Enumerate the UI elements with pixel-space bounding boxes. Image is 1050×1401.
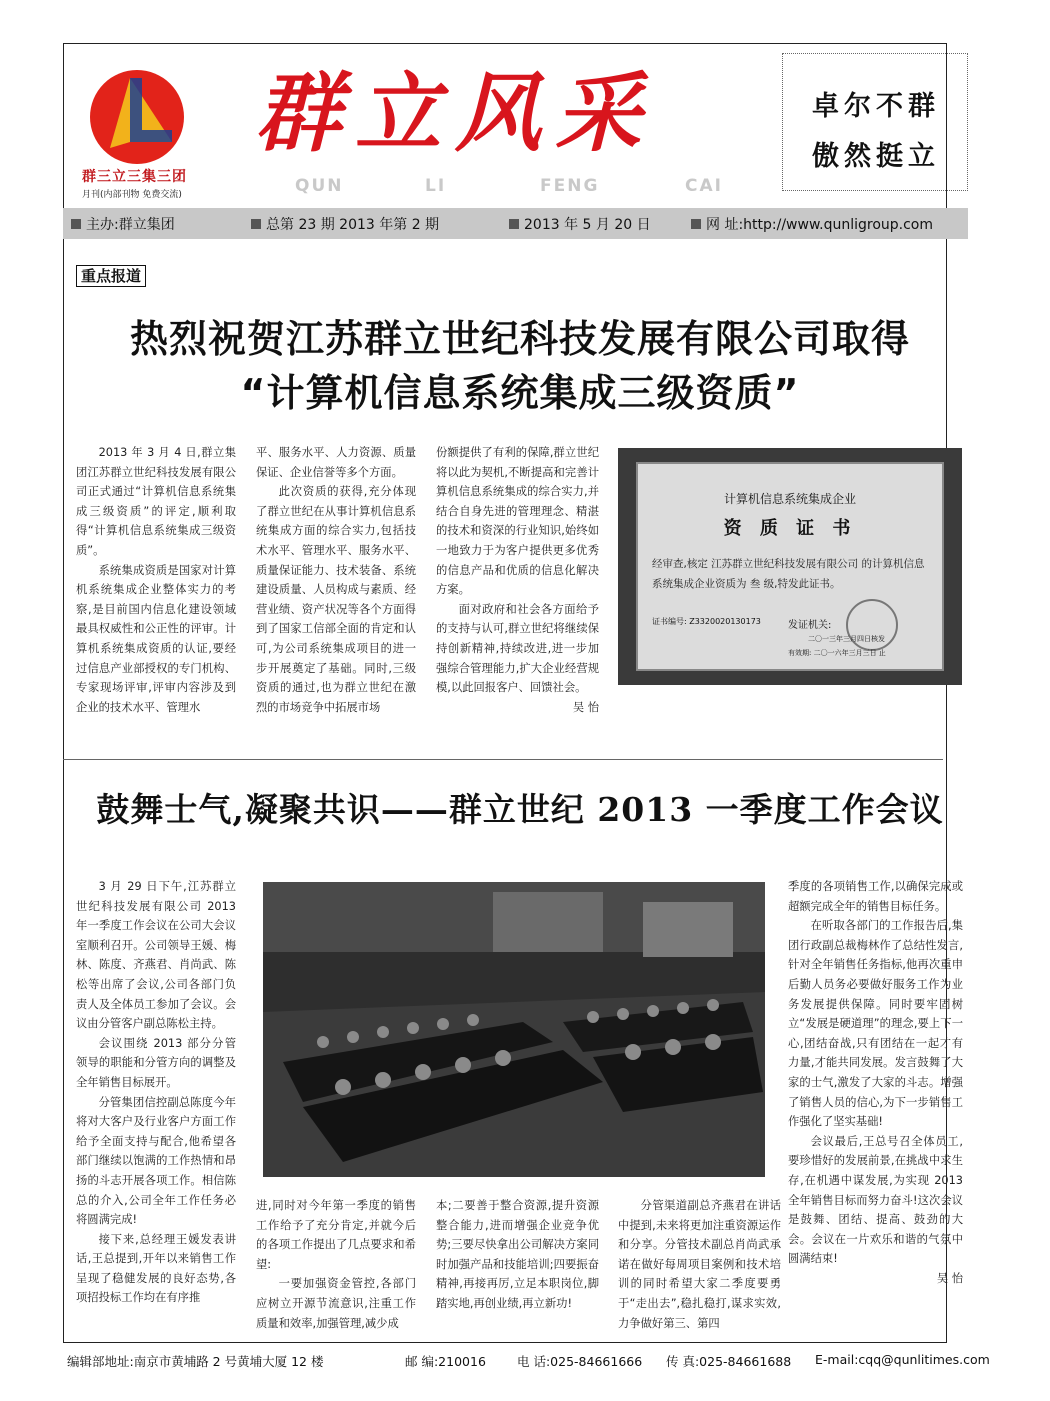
certificate-issue-date: 二〇一三年三月四日核发 — [808, 635, 885, 643]
paragraph: 会议最后,王总号召全体员工,要珍惜好的发展前景,在挑战中求生存,在机遇中谋发展,为实现 2013 全年销售目标而努力奋斗!这次会议是鼓舞、团结、提高、鼓劲的大会。会议在一片欢乐和谐的气氛中圆满结束! — [788, 1134, 963, 1266]
headline-line: 热烈祝贺江苏群立世纪科技发展有限公司取得 — [129, 317, 910, 361]
section-tag: 重点报道 — [76, 265, 146, 287]
meeting-photo-image — [263, 882, 765, 1177]
square-bullet-icon — [71, 219, 81, 229]
square-bullet-icon — [509, 219, 519, 229]
certificate-number: 证书编号: Z3320020130173 — [652, 617, 761, 626]
certificate-sheet — [636, 462, 944, 671]
certificate-photo — [618, 448, 962, 685]
info-issue-text: 总第 23 期 2013 年第 2 期 — [266, 217, 440, 233]
footer-email[interactable]: E-mail:cqq@qunlitimes.com — [815, 1352, 990, 1367]
footer — [63, 1352, 990, 1374]
article2-column-3 — [436, 1196, 599, 1314]
pinyin-word: QUN — [295, 176, 344, 196]
certificate-header: 计算机信息系统集成企业 — [723, 492, 856, 506]
info-date — [509, 214, 651, 234]
footer-postcode: 邮 编:210016 — [405, 1354, 486, 1369]
article2-author: 吴 怡 — [936, 1271, 963, 1285]
paragraph: 分管集团信控副总陈度今年将对大客户及行业客户方面工作给予全面支持与配合,他希望各部门继续以饱满的工作热情和昂扬的斗志开展各项工作。相信陈总的介入,公司全年工作任务必将圆满完成! — [76, 1095, 236, 1227]
pinyin-word: CAI — [685, 176, 723, 196]
info-host-text: 主办:群立集团 — [86, 217, 175, 233]
info-bar — [63, 208, 968, 239]
masthead-title: 群立风采 — [255, 63, 655, 164]
certificate-title: 资 质 证 书 — [723, 518, 857, 539]
footer-fax: 传 真:025-84661688 — [666, 1354, 792, 1369]
article2-column-1 — [76, 877, 236, 1308]
info-host — [71, 214, 175, 234]
pinyin-word: LI — [425, 176, 447, 196]
slogan-line: 卓尔不群 — [812, 91, 940, 122]
paragraph: 份额提供了有利的保障,群立世纪将以此为契机,不断提高和完善计算机信息系统集成的综合实力,并结合自身先进的管理理念、精湛的技术和资深的行业知识,始终如一地致力于为客户提供更多优秀的信息产品和优质的信息化解决方案。 — [436, 446, 599, 597]
paragraph: 系统集成资质是国家对计算机系统集成企业整体实力的考察,是目前国内信息化建设领域最具权威性和公正性的评审。计算机系统集成资质的认证,要经过信息产业部授权的专门机构、专家现场评审,评审内容涉及到企业的技术水平、管理水 — [76, 563, 236, 714]
article1-column-3 — [436, 443, 599, 717]
paragraph: 3 月 29 日下午,江苏群立世纪科技发展有限公司 2013 年一季度工作会议在公司大会议室顺利召开。公司领导王媛、梅林、陈度、齐燕君、肖尚武、陈松等出席了会议,公司各部门负责人及全体员工参加了会议。会议由分管客户副总陈松主持。 — [76, 880, 236, 1031]
section-divider — [63, 759, 943, 760]
group-logo — [90, 70, 184, 164]
paragraph: 一要加强资金管控,各部门应树立开源节流意识,注重工作质量和效率,加强管理,减少成 — [256, 1277, 416, 1330]
paragraph: 面对政府和社会各方面给予的支持与认可,群立世纪将继续保持创新精神,持续改进,进一步加强综合管理能力,扩大企业经营规模,以此回报客户、回馈社会。 — [436, 602, 599, 695]
slogan-box — [782, 53, 968, 191]
paragraph: 会议围绕 2013 部分分管领导的职能和分管方向的调整及全年销售目标展开。 — [76, 1036, 236, 1089]
logo-triangle-icon — [90, 70, 184, 164]
article2-column-5 — [788, 877, 963, 1288]
pinyin-word: FENG — [540, 176, 600, 196]
slogan-line: 傲然挺立 — [812, 141, 940, 172]
article1-column-1 — [76, 443, 236, 717]
certificate-issuer: 发证机关: — [788, 620, 832, 631]
article2-column-2 — [256, 1196, 416, 1333]
article2-headline: 鼓舞士气,凝聚共识——群立世纪 2013 一季度工作会议 — [96, 790, 944, 829]
info-website-text[interactable]: 网 址:http://www.qunligroup.com — [706, 217, 933, 233]
paragraph: 本;二要善于整合资源,提升资源整合能力,进而增强企业竞争优势;三要尽快拿出公司解决方案同时加强产品和技能培训;四要振奋精神,再接再厉,立足本职岗位,脚踏实地,再创业绩,再立新功! — [436, 1199, 599, 1310]
certificate-valid-date: 有效期: 二〇一六年三月三日 止 — [788, 649, 886, 657]
info-issue — [251, 214, 439, 234]
meeting-photo — [263, 882, 765, 1177]
paragraph: 平、服务水平、人力资源、质量保证、企业信誉等多个方面。 — [256, 446, 416, 479]
paragraph: 进,同时对今年第一季度的销售工作给予了充分肯定,并就今后的各项工作提出了几点要求和希望: — [256, 1199, 416, 1271]
footer-address: 编辑部地址:南京市黄埔路 2 号黄埔大厦 12 楼 — [67, 1354, 324, 1369]
certificate-body: 经审查,核定 江苏群立世纪科技发展有限公司 的计算机信息系统集成企业资质为 叁 级,特发此证书。 — [652, 558, 925, 590]
footer-phone: 电 话:025-84661666 — [517, 1354, 643, 1369]
paragraph: 季度的各项销售工作,以确保完成或超额完成全年的销售目标任务。 — [788, 880, 963, 913]
article1-column-2 — [256, 443, 416, 717]
info-date-text: 2013 年 5 月 20 日 — [524, 217, 651, 233]
square-bullet-icon — [691, 219, 701, 229]
paragraph: 此次资质的获得,充分体现了群立世纪在从事计算机信息系统集成方面的综合实力,包括技术水平、管理水平、服务水平、质量保证能力、技术装备、系统建设质量、人员构成与素质、经营业绩、资产状况等各个方面得到了国家工信部全面的肯定和认可,为公司系统集成项目的进一步开展奠定了基础。同时,三级资质的通过,也为群立世纪在激烈的市场竞争中拓展市场 — [256, 485, 416, 714]
paragraph: 分管渠道副总齐燕君在讲话中提到,未来将更加注重资源运作和分享。分管技术副总肖尚武承诺在做好每周项目案例和技术培训的同时希望大家二季度要勇于“走出去”,稳扎稳打,谋求实效,力争做好第三、第四 — [618, 1199, 781, 1330]
monthly-note: 月刊(内部刊物 免费交流) — [82, 190, 182, 200]
square-bullet-icon — [251, 219, 261, 229]
article2-column-4 — [618, 1196, 781, 1333]
article1-headline — [70, 312, 970, 420]
article1-author: 吴 怡 — [572, 700, 599, 714]
paragraph: 2013 年 3 月 4 日,群立集团江苏群立世纪科技发展有限公司正式通过“计算机信息系统集成三级资质”的评定,顺利取得“计算机信息系统集成三级资质”。 — [76, 446, 236, 557]
company-name: 群三立三集三团 — [82, 169, 187, 185]
info-website — [691, 214, 933, 234]
headline-line: “计算机信息系统集成三级资质” — [240, 371, 800, 415]
paragraph: 接下来,总经理王媛发表讲话,王总提到,开年以来销售工作呈现了稳健发展的良好态势,各项招投标工作均在有序推 — [76, 1232, 236, 1305]
masthead-pinyin — [255, 176, 775, 196]
paragraph: 在听取各部门的工作报告后,集团行政副总裁梅林作了总结性发言,针对全年销售任务指标,他再次重申后勤人员务必要做好服务工作为业务发展提供保障。同时要牢固树立“发展是硬道理”的理念,要上下一心,团结奋战,只有团结在一起才有力量,才能共同发展。发言鼓舞了大家的士气,激发了大家的斗志。增强了销售人员的信心,为下一步销售工作强化了坚实基础! — [788, 919, 963, 1129]
